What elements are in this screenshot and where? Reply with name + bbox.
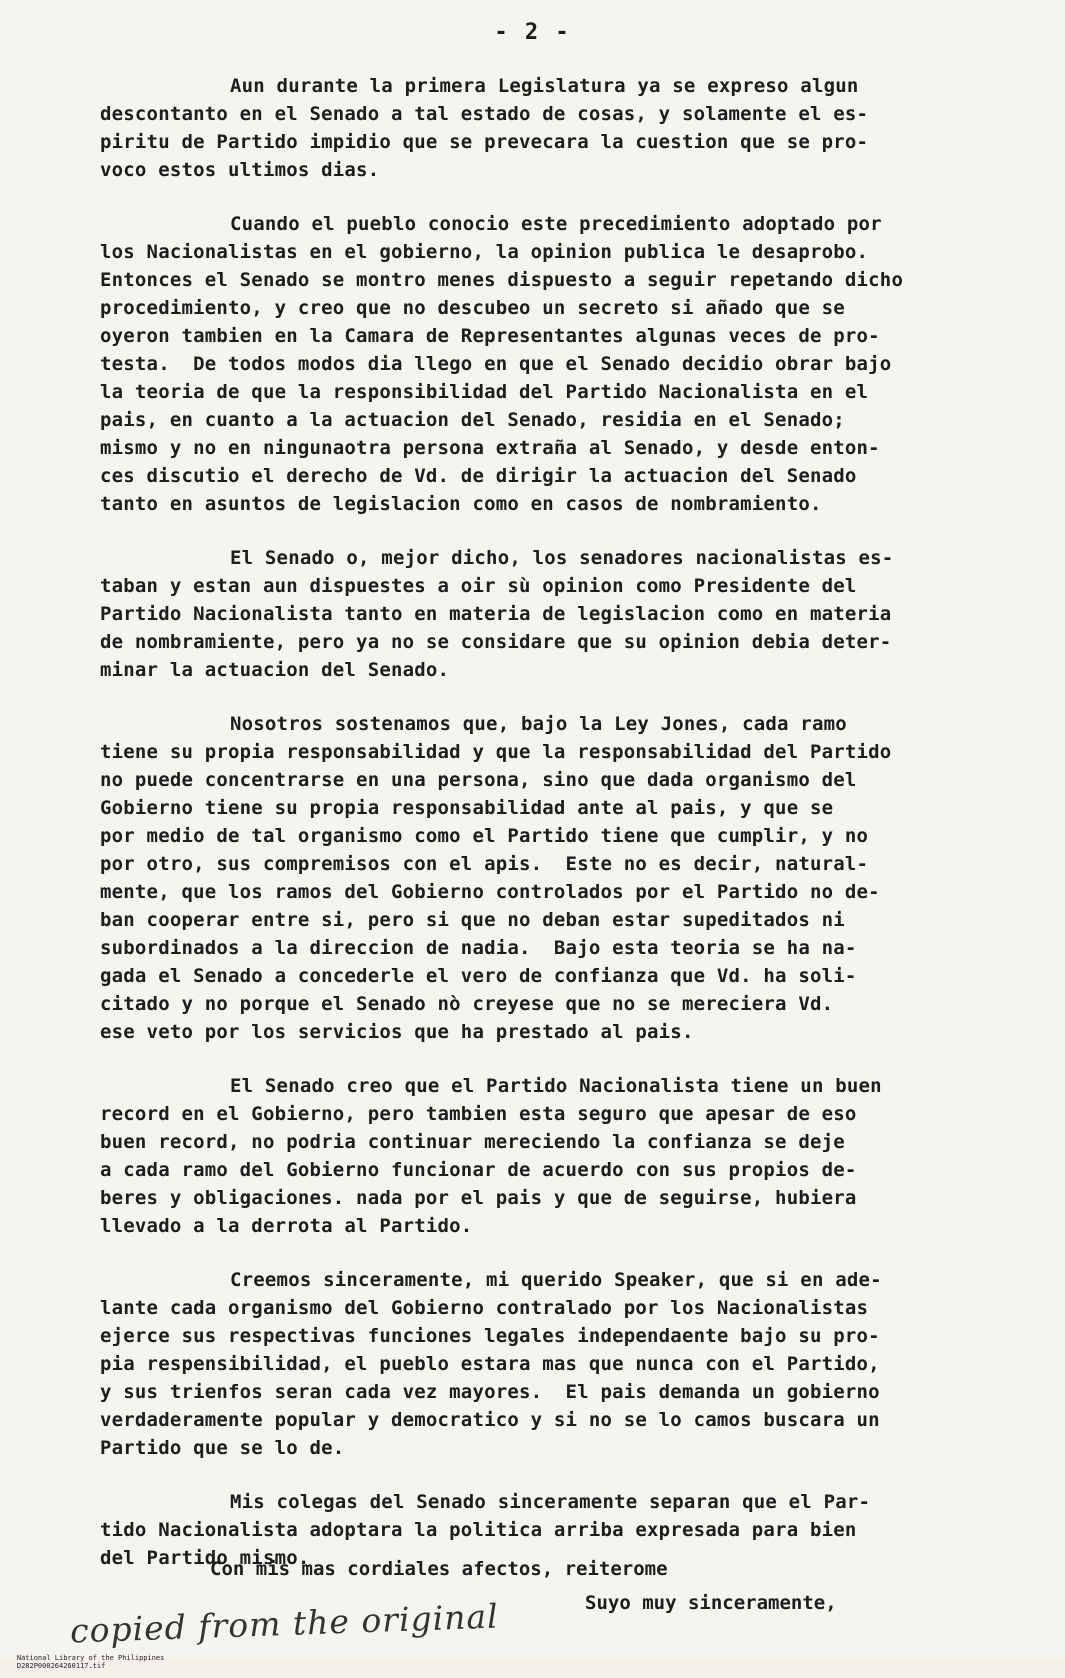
- text-line: mismo y no en ningunaotra persona extraña al Senado, y desde enton-: [100, 437, 880, 459]
- text-line: Cuando el pueblo conocio este precedimiento adoptado por: [230, 213, 882, 235]
- signoff-line: Suyo muy sinceramente,: [585, 1592, 837, 1614]
- text-line: Gobierno tiene su propia responsabilidad ante al pais, y que se: [100, 797, 834, 819]
- text-line: beres y obligaciones. nada por el pais y que de seguirse, hubiera: [100, 1187, 857, 1209]
- text-line: Partido Nacionalista tanto en materia de legislacion como en materia: [100, 603, 892, 625]
- text-line: ejerce sus respectivas funciones legales independaente bajo su pro-: [100, 1325, 880, 1347]
- handwritten-note: copied from the original: [69, 1596, 500, 1651]
- text-line: de nombramiente, pero ya no se considare que su opinion debia deter-: [100, 631, 892, 653]
- text-line: procedimiento, y creo que no descubeo un secreto si añado que se: [100, 297, 845, 319]
- text-line: y sus trienfos seran cada vez mayores. El pais demanda un gobierno: [100, 1381, 880, 1403]
- text-line: ese veto por los servicios que ha prestado al pais.: [100, 1021, 694, 1043]
- text-line: citado y no porque el Senado nò creyese que no se mereciera Vd.: [100, 993, 834, 1015]
- text-line: tiene su propia responsabilidad y que la responsabilidad del Partido: [100, 741, 892, 763]
- footer-file: D282P000264260117.tif: [16, 1662, 106, 1670]
- text-line: descontanto en el Senado a tal estado de cosas, y solamente el es-: [100, 103, 869, 125]
- letter-body: [100, 72, 1020, 1598]
- text-line: llevado a la derrota al Partido.: [100, 1215, 473, 1237]
- text-line: Creemos sinceramente, mi querido Speaker, que si en ade-: [230, 1269, 882, 1291]
- text-line: verdaderamente popular y democratico y si no se lo camos buscara un: [100, 1409, 880, 1431]
- footer-source: National Library of the Philippines: [16, 1654, 165, 1662]
- text-line: mente, que los ramos del Gobierno controlados por el Partido no de-: [100, 881, 880, 903]
- text-line: gada el Senado a concederle el vero de confianza que Vd. ha soli-: [100, 965, 857, 987]
- text-line: no puede concentrarse en una persona, sino que dada organismo del: [100, 769, 857, 791]
- text-line: a cada ramo del Gobierno funcionar de acuerdo con sus propios de-: [100, 1159, 857, 1181]
- text-line: tanto en asuntos de legislacion como en casos de nombramiento.: [100, 493, 822, 515]
- text-line: Nosotros sostenamos que, bajo la Ley Jones, cada ramo: [230, 713, 847, 735]
- paragraph: [100, 210, 1020, 518]
- paragraph: [100, 1266, 1020, 1462]
- text-line: El Senado creo que el Partido Nacionalista tiene un buen: [230, 1075, 882, 1097]
- scan-footer: [0, 1646, 1065, 1670]
- page-number: - 2 -: [494, 20, 571, 45]
- text-line: ces discutio el derecho de Vd. de dirigir la actuacion del Senado: [100, 465, 857, 487]
- text-line: tido Nacionalista adoptara la politica arriba expresada para bien: [100, 1519, 857, 1541]
- text-line: Entonces el Senado se montro menes dispuesto a seguir repetando dicho: [100, 269, 904, 291]
- text-line: la teoria de que la responsibilidad del Partido Nacionalista en el: [100, 381, 869, 403]
- text-line: pia respensibilidad, el pueblo estara mas que nunca con el Partido,: [100, 1353, 880, 1375]
- text-line: buen record, no podria continuar mereciendo la confianza se deje: [100, 1131, 845, 1153]
- text-line: subordinados a la direccion de nadia. Bajo esta teoria se ha na-: [100, 937, 857, 959]
- text-line: record en el Gobierno, pero tambien esta seguro que apesar de eso: [100, 1103, 857, 1125]
- paragraph: [100, 72, 1020, 184]
- text-line: El Senado o, mejor dicho, los senadores nacionalistas es-: [230, 547, 894, 569]
- text-line: piritu de Partido impidio que se prevecara la cuestion que se pro-: [100, 131, 869, 153]
- text-line: del Partido mismo.: [100, 1547, 310, 1569]
- text-line: minar la actuacion del Senado.: [100, 659, 450, 681]
- text-line: Partido que se lo de.: [100, 1437, 345, 1459]
- text-line: oyeron tambien en la Camara de Representantes algunas veces de pro-: [100, 325, 880, 347]
- text-line: voco estos ultimos dias.: [100, 159, 380, 181]
- text-line: por medio de tal organismo como el Partido tiene que cumplir, y no: [100, 825, 869, 847]
- paragraph: [100, 1072, 1020, 1240]
- text-line: taban y estan aun dispuestes a oir sù opinion como Presidente del: [100, 575, 857, 597]
- text-line: Aun durante la primera Legislatura ya se expreso algun: [230, 75, 859, 97]
- text-line: por otro, sus compremisos con el apis. Este no es decir, natural-: [100, 853, 869, 875]
- text-line: ban cooperar entre si, pero si que no deban estar supeditados ni: [100, 909, 845, 931]
- paragraph: [100, 710, 1020, 1046]
- text-line: Mis colegas del Senado sinceramente separan que el Par-: [230, 1491, 871, 1513]
- closing-line: Con mis mas cordiales afectos, reiterome: [210, 1558, 668, 1580]
- text-line: lante cada organismo del Gobierno contralado por los Nacionalistas: [100, 1297, 869, 1319]
- text-line: los Nacionalistas en el gobierno, la opinion publica le desaprobo.: [100, 241, 869, 263]
- text-line: testa. De todos modos dia llego en que el Senado decidio obrar bajo: [100, 353, 892, 375]
- text-line: pais, en cuanto a la actuacion del Senado, residia en el Senado;: [100, 409, 845, 431]
- paragraph: [100, 544, 1020, 684]
